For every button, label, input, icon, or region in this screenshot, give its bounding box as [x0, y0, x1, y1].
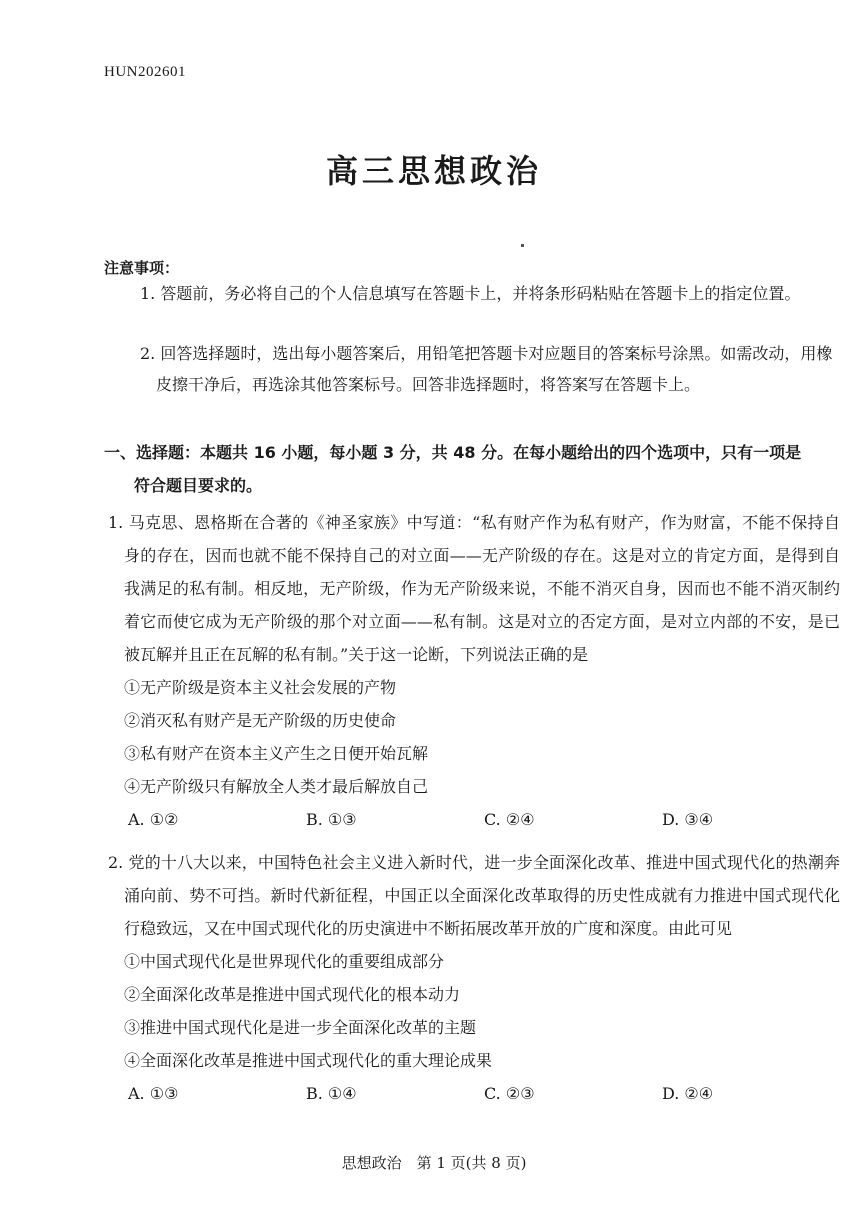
- question-stem: 1. 马克思、恩格斯在合著的《神圣家族》中写道：“私有财产作为私有财产，作为财富，不能不保持自身的存在，因而也就不能不保持自己的对立面——无产阶级的存在。这是对立的肯定方面，是得到自我满足的私有制。相反地，无产阶级，作为无产阶级来说，不能不消灭自身，因而也不能不消灭制约着它而使它成为无产阶级的那个对立面——私有制。这是对立的否定方面，是对立内部的不安，是已被瓦解并且正在瓦解的私有制。”关于这一论断，下列说法正确的是: [108, 513, 840, 664]
- statement-option: ①中国式现代化是世界现代化的重要组成部分: [124, 952, 445, 971]
- statement-option: ③推进中国式现代化是进一步全面深化改革的主题: [124, 1018, 477, 1037]
- choice-b: B. ①④: [306, 1084, 357, 1103]
- page-title: 高三思想政治: [325, 152, 542, 190]
- section-heading-line2: 符合题目要求的。: [134, 476, 263, 495]
- notice-item-text: 1. 答题前，务必将自己的个人信息填写在答题卡上，并将条形码粘贴在答题卡上的指定位置。: [140, 284, 801, 303]
- page-footer: 思想政治 第 1 页(共 8 页): [341, 1154, 527, 1172]
- answer-choices: [108, 1077, 840, 1110]
- question-2: [108, 846, 840, 1110]
- notice-heading: 注意事项：: [104, 259, 180, 277]
- notice-item-2: [140, 338, 840, 400]
- choice-b: B. ①③: [306, 810, 357, 829]
- choice-a: A. ①③: [128, 1084, 179, 1103]
- statement-option: ①无产阶级是资本主义社会发展的产物: [124, 678, 397, 697]
- choice-d: D. ③④: [662, 810, 714, 829]
- choice-c: C. ②③: [484, 1084, 535, 1103]
- notice-item-text: 2. 回答选择题时，选出每小题答案后，用铅笔把答题卡对应题目的答案标号涂黑。如需改动，用橡皮擦干净后，再选涂其他答案标号。回答非选择题时，将答案写在答题卡上。: [140, 344, 833, 394]
- statement-option: ③私有财产在资本主义产生之日便开始瓦解: [124, 744, 429, 763]
- choice-d: D. ②④: [662, 1084, 714, 1103]
- choice-a: A. ①②: [128, 810, 179, 829]
- exam-code: HUN202601: [104, 64, 186, 80]
- notice-item-1: [140, 278, 840, 309]
- answer-choices: [108, 803, 840, 836]
- section-heading-line1: 一、选择题：本题共 16 小题，每小题 3 分，共 48 分。在每小题给出的四个选项中，只有一项是: [104, 443, 802, 462]
- section-heading: [104, 436, 844, 502]
- statement-option: ②全面深化改革是推进中国式现代化的根本动力: [124, 985, 461, 1004]
- scan-speck: [521, 244, 524, 247]
- question-1: [108, 506, 840, 836]
- question-stem: 2. 党的十八大以来，中国特色社会主义进入新时代，进一步全面深化改革、推进中国式现代化的热潮奔涌向前、势不可挡。新时代新征程，中国正以全面深化改革取得的历史性成就有力推进中国式现代化行稳致远，又在中国式现代化的历史演进中不断拓展改革开放的广度和深度。由此可见: [108, 853, 840, 938]
- choice-c: C. ②④: [484, 810, 535, 829]
- statement-option: ④全面深化改革是推进中国式现代化的重大理论成果: [124, 1051, 493, 1070]
- statement-option: ④无产阶级只有解放全人类才最后解放自己: [124, 777, 429, 796]
- statement-option: ②消灭私有财产是无产阶级的历史使命: [124, 711, 397, 730]
